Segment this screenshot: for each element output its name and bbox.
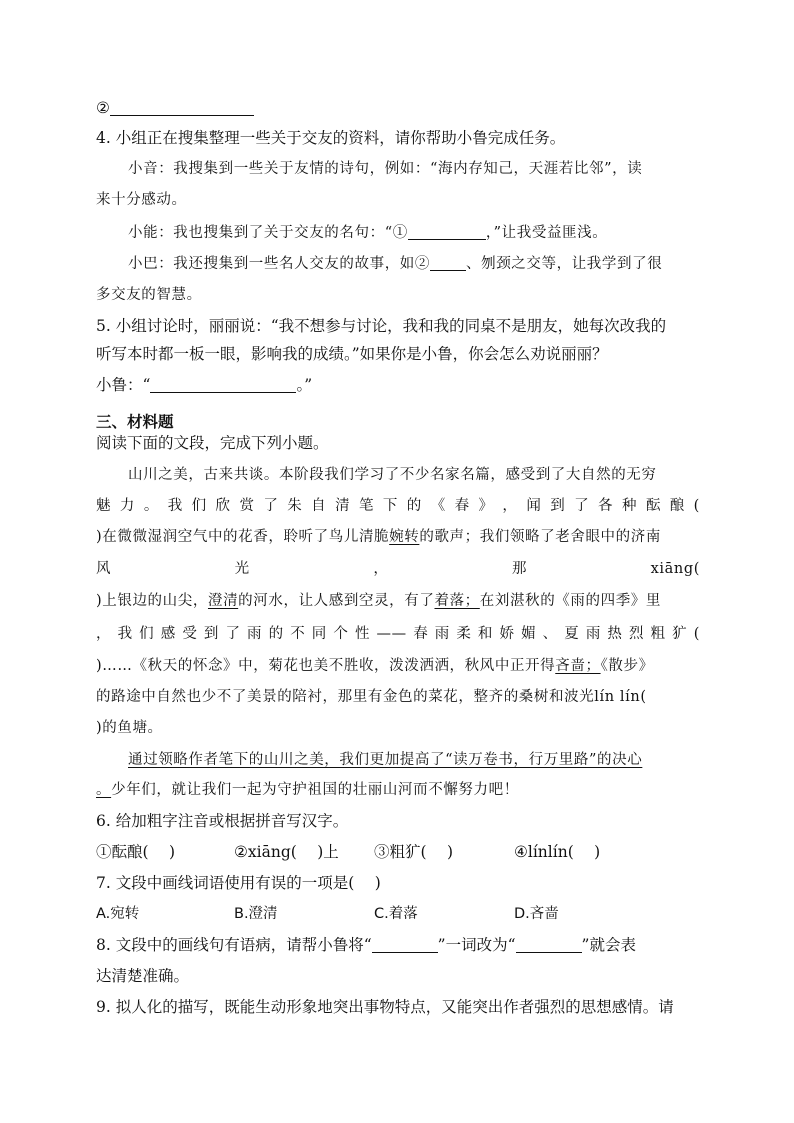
question-9-line-1: 9. 拟人化的描写，既能生动形象地突出事物特点，又能突出作者强烈的思想感情。请 bbox=[96, 998, 674, 1016]
passage-char: 闻 bbox=[526, 498, 542, 514]
passage-line-4 bbox=[96, 558, 700, 580]
passage-char: 酝 bbox=[645, 498, 661, 514]
passage-char: 我 bbox=[117, 626, 133, 642]
passage-char: 》 bbox=[478, 498, 494, 514]
underlined-sentence-end: 。 bbox=[96, 782, 112, 798]
q6-item-1[interactable]: ①酝酿( ) bbox=[96, 843, 176, 861]
word-blank-2[interactable] bbox=[516, 936, 582, 953]
xiaoneng-line: 小能：我也搜集到了关于交友的名句：“① ，”让我受益匪浅。 bbox=[128, 225, 608, 241]
passage-char: —— bbox=[376, 626, 407, 642]
passage-char: 欣 bbox=[215, 498, 231, 514]
passage-char: 柔 bbox=[456, 626, 472, 642]
xiaoyin-line-2: 来十分感动。 bbox=[96, 192, 187, 208]
passage-line-2 bbox=[96, 495, 700, 517]
passage-char: ， bbox=[96, 626, 112, 642]
xiaoba-line-2: 多交友的智慧。 bbox=[96, 287, 202, 303]
passage-char: 下 bbox=[382, 498, 398, 514]
passage-char: 性 bbox=[354, 626, 371, 642]
question-4-stem: 4. 小组正在搜集整理一些关于交友的资料，请你帮助小鲁完成任务。 bbox=[96, 129, 566, 147]
passage-line-7: )……《秋天的怀念》中，菊花也美不胜收，泼泼洒洒，秋风中正开得吝啬；《散步》 bbox=[96, 658, 654, 674]
answer-line-2: ② bbox=[96, 97, 700, 119]
passage-char: 我 bbox=[167, 498, 183, 514]
passage-char: 力 bbox=[119, 498, 136, 514]
option-b[interactable]: B.澄清 bbox=[234, 906, 278, 922]
underlined-word: 着落； bbox=[434, 593, 480, 609]
story-blank[interactable] bbox=[430, 254, 466, 271]
passage-char: 感 bbox=[160, 626, 176, 642]
passage-char: 。 bbox=[143, 498, 159, 514]
passage-line-5: )上银边的山尖，澄清的河水，让人感到空灵，有了着落；在刘湛秋的《雨的四季》里 bbox=[96, 593, 661, 609]
passage-line-8: 的路途中自然也少不了美景的陪衬，那里有金色的菜花，整齐的桑树和波光lín lín( bbox=[96, 689, 647, 705]
option-a[interactable]: A.宛转 bbox=[96, 906, 140, 922]
passage-line-9: )的鱼塘。 bbox=[96, 720, 163, 736]
quote-blank[interactable] bbox=[408, 223, 486, 240]
word-blank-1[interactable] bbox=[372, 936, 438, 953]
answer-blank[interactable] bbox=[110, 99, 254, 116]
question-5-line-2: 听写本时都一板一眼，影响我的成绩。”如果你是小鲁，你会怎么劝说丽丽？ bbox=[96, 345, 608, 363]
q6-item-3[interactable]: ③粗犷( ) bbox=[374, 843, 454, 861]
passage-char: 自 bbox=[311, 498, 327, 514]
passage-char: 不 bbox=[290, 626, 306, 642]
passage-char: 魅 bbox=[96, 498, 112, 514]
passage-char: 光 bbox=[234, 561, 250, 577]
option-d[interactable]: D.吝啬 bbox=[514, 906, 559, 922]
section-3-instruction: 阅读下面的文段，完成下列小题。 bbox=[96, 434, 329, 452]
passage-char: 犷 bbox=[672, 626, 688, 642]
passage-char: 热 bbox=[607, 626, 623, 642]
passage-char: 和 bbox=[477, 626, 494, 642]
passage-char: 雨 bbox=[247, 626, 263, 642]
passage-line-6 bbox=[96, 623, 700, 645]
passage-char: ( bbox=[693, 498, 700, 514]
passage-char: xiāng( bbox=[650, 561, 700, 577]
passage-char: 夏 bbox=[564, 626, 580, 642]
passage-char: 粗 bbox=[650, 626, 666, 642]
underlined-word: 婉转 bbox=[389, 529, 420, 545]
option-c[interactable]: C.着落 bbox=[374, 906, 418, 922]
answer-blank[interactable] bbox=[150, 376, 296, 393]
passage-char: 雨 bbox=[434, 626, 450, 642]
passage-line-10 bbox=[128, 749, 700, 771]
passage-char: 的 bbox=[406, 498, 422, 514]
passage-char: 烈 bbox=[628, 626, 645, 642]
passage-line-11: 。少年们，就让我们一起为守护祖国的壮丽山河而不懈努力吧！ bbox=[96, 782, 519, 798]
section-3-title: 三、材料题 bbox=[96, 413, 174, 431]
passage-char: 到 bbox=[550, 498, 566, 514]
passage-char: 雨 bbox=[585, 626, 601, 642]
passage-char: 那 bbox=[511, 561, 528, 577]
passage-char: 了 bbox=[574, 498, 590, 514]
passage-char: 、 bbox=[542, 626, 558, 642]
passage-char: ， bbox=[502, 498, 518, 514]
passage-char: 同 bbox=[311, 626, 327, 642]
passage-char: 清 bbox=[335, 498, 351, 514]
passage-char: 了 bbox=[263, 498, 279, 514]
passage-char: 们 bbox=[139, 626, 155, 642]
passage-char: 受 bbox=[182, 626, 198, 642]
passage-char: 各 bbox=[598, 498, 614, 514]
passage-char: 赏 bbox=[239, 498, 255, 514]
passage-char: 风 bbox=[96, 561, 112, 577]
passage-char: 《 bbox=[430, 498, 446, 514]
question-5-line-1: 5. 小组讨论时，丽丽说：“我不想参与讨论，我和我的同桌不是朋友，她每次改我的 bbox=[96, 317, 667, 335]
underlined-sentence: 通过领略作者笔下的山川之美，我们更加提高了“读万卷书，行万里路”的决心 bbox=[128, 752, 643, 768]
passage-char: 春 bbox=[454, 498, 470, 514]
underlined-word: 澄清 bbox=[207, 593, 239, 609]
passage-char: 个 bbox=[333, 626, 349, 642]
q6-item-4[interactable]: ④línlín( ) bbox=[514, 843, 601, 861]
passage-line-1: 山川之美，古来共谈。本阶段我们学习了不少名家名篇，感受到了大自然的无穷 bbox=[128, 467, 657, 483]
passage-char: ， bbox=[373, 561, 389, 577]
q6-item-2[interactable]: ②xiāng( )上 bbox=[234, 843, 339, 861]
passage-char: 了 bbox=[225, 626, 241, 642]
passage-line-3: )在微微湿润空气中的花香，聆听了鸟儿清脆婉转的歌声；我们领略了老舍眼中的济南 bbox=[96, 529, 661, 545]
underlined-word: 吝啬； bbox=[555, 658, 601, 674]
passage-char: 的 bbox=[268, 626, 284, 642]
passage-char: 朱 bbox=[287, 498, 303, 514]
passage-char: 酿 bbox=[669, 498, 685, 514]
passage-char: 们 bbox=[191, 498, 207, 514]
passage-char: 到 bbox=[203, 626, 219, 642]
question-8-line-1: 8. 文段中的画线句有语病，请帮小鲁将“ ”一词改为“ ”就会表 bbox=[96, 936, 636, 954]
passage-char: 娇 bbox=[499, 626, 515, 642]
passage-char: 笔 bbox=[358, 498, 375, 514]
passage-char: ( bbox=[693, 626, 700, 642]
passage-char: 春 bbox=[413, 626, 429, 642]
xiaoba-line-1: 小巴：我还搜集到一些名人交友的故事，如② 、刎颈之交等，让我学到了很 bbox=[128, 256, 663, 272]
passage-char: 种 bbox=[621, 498, 638, 514]
question-5-answer: 小鲁：“ 。” bbox=[96, 376, 313, 394]
question-8-line-2: 达清楚准确。 bbox=[96, 967, 190, 985]
question-6-stem: 6. 给加粗字注音或根据拼音写汉字。 bbox=[96, 812, 349, 830]
xiaoyin-line-1: 小音：我搜集到一些关于友情的诗句，例如：“海内存知己，天涯若比邻”，读 bbox=[128, 161, 643, 177]
passage-char: 媚 bbox=[521, 626, 537, 642]
question-7-stem: 7. 文段中画线词语使用有误的一项是( ) bbox=[96, 874, 381, 892]
